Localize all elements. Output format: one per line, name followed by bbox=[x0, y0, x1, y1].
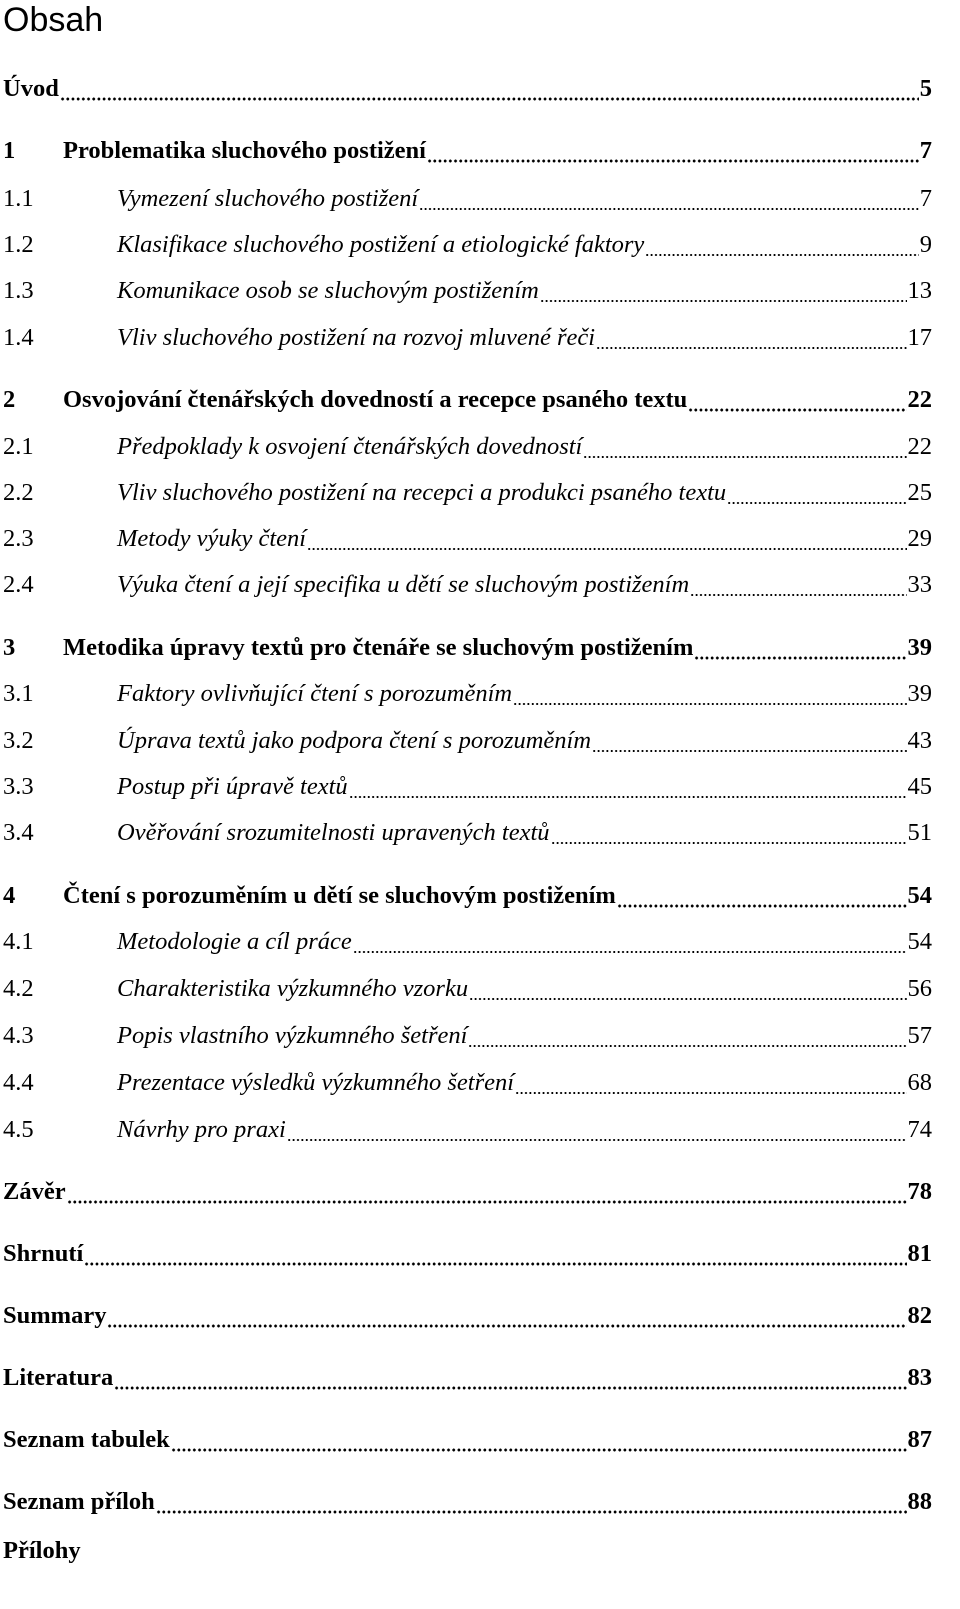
toc-entry-label: Summary bbox=[3, 1302, 107, 1329]
toc-entry-number: 3.4 bbox=[3, 819, 34, 846]
toc-entry-label: Klasifikace sluchového postižení a etiologické faktory bbox=[117, 231, 645, 258]
toc-entry[interactable] bbox=[3, 625, 932, 663]
dot-leader bbox=[727, 478, 906, 508]
dot-leader bbox=[515, 1068, 906, 1098]
toc-entry-page-number: 13 bbox=[907, 277, 932, 304]
page-title: Obsah bbox=[3, 1, 104, 39]
toc-entry-number: 1 bbox=[3, 137, 16, 164]
toc-entry-number: 4 bbox=[3, 882, 16, 909]
toc-entry[interactable] bbox=[3, 562, 932, 600]
toc-entry-label: Ověřování srozumitelnosti upravených textů bbox=[117, 819, 550, 846]
toc-entry-label: Metody výuky čtení bbox=[117, 525, 307, 552]
dot-leader bbox=[171, 1425, 907, 1455]
toc-entry-page-number: 83 bbox=[907, 1364, 932, 1391]
toc-entry-page-number: 7 bbox=[919, 185, 932, 212]
toc-entry[interactable] bbox=[3, 424, 932, 462]
toc-entry[interactable] bbox=[3, 966, 932, 1004]
toc-entry[interactable] bbox=[3, 873, 932, 911]
toc-entry-label: Shrnutí bbox=[3, 1240, 84, 1267]
dot-leader bbox=[60, 74, 919, 104]
toc-entry-number: 2 bbox=[3, 386, 16, 413]
toc-entry-page-number: 88 bbox=[907, 1488, 932, 1515]
toc-entry-number: 2.4 bbox=[3, 571, 34, 598]
toc-entry-label: Vliv sluchového postižení na recepci a produkci psaného textu bbox=[117, 479, 727, 506]
toc-entry-page-number: 9 bbox=[919, 231, 932, 258]
toc-entry-number: 1.1 bbox=[3, 185, 34, 212]
toc-entry-label: Seznam tabulek bbox=[3, 1426, 170, 1453]
toc-entry-page-number: 68 bbox=[907, 1069, 932, 1096]
toc-entry-page-number: 22 bbox=[907, 386, 932, 413]
toc-entry-label: Návrhy pro praxi bbox=[117, 1116, 286, 1143]
dot-leader bbox=[67, 1177, 907, 1207]
toc-entry-page-number: 29 bbox=[907, 525, 932, 552]
toc-entry-page-number: 54 bbox=[907, 928, 932, 955]
toc-entry-page-number: 33 bbox=[907, 571, 932, 598]
dot-leader bbox=[287, 1115, 907, 1145]
toc-entry-page-number: 54 bbox=[907, 882, 932, 909]
dot-leader bbox=[688, 385, 906, 415]
toc-entry[interactable] bbox=[3, 1293, 932, 1331]
dot-leader bbox=[583, 432, 906, 462]
toc-heading-prilohy: Přílohy bbox=[3, 1537, 81, 1564]
toc-entry-label: Závěr bbox=[3, 1178, 66, 1205]
toc-entry-number: 3.3 bbox=[3, 773, 34, 800]
toc-entry[interactable] bbox=[3, 222, 932, 260]
toc-entry-label: Výuka čtení a její specifika u dětí se sluchovým postižením bbox=[117, 571, 690, 598]
toc-entry-label: Prezentace výsledků výzkumného šetření bbox=[117, 1069, 515, 1096]
toc-entry-label: Úvod bbox=[3, 75, 59, 102]
toc-entry[interactable] bbox=[3, 810, 932, 848]
toc-entry[interactable] bbox=[3, 176, 932, 214]
toc-entry-label: Vliv sluchového postižení na rozvoj mluvené řeči bbox=[117, 324, 596, 351]
dot-leader bbox=[107, 1301, 906, 1331]
toc-entry[interactable] bbox=[3, 470, 932, 508]
toc-entry-number: 4.1 bbox=[3, 928, 34, 955]
dot-leader bbox=[353, 927, 907, 957]
dot-leader bbox=[114, 1363, 906, 1393]
toc-entry[interactable] bbox=[3, 1355, 932, 1393]
toc-entry-number: 3 bbox=[3, 634, 16, 661]
dot-leader bbox=[156, 1487, 907, 1517]
toc-entry-label: Čtení s porozuměním u dětí se sluchovým postižením bbox=[63, 882, 616, 909]
dot-leader bbox=[84, 1239, 906, 1269]
toc-entry[interactable] bbox=[3, 128, 932, 166]
toc-entry-label: Metodologie a cíl práce bbox=[117, 928, 352, 955]
dot-leader bbox=[694, 633, 906, 663]
toc-entry-page-number: 82 bbox=[907, 1302, 932, 1329]
toc-entry-number: 3.2 bbox=[3, 727, 34, 754]
toc-entry-number: 2.2 bbox=[3, 479, 34, 506]
toc-entry[interactable] bbox=[3, 1107, 932, 1145]
toc-entry[interactable] bbox=[3, 919, 932, 957]
toc-entry-number: 1.3 bbox=[3, 277, 34, 304]
toc-entry-page-number: 78 bbox=[907, 1178, 932, 1205]
toc-entry-page-number: 57 bbox=[907, 1022, 932, 1049]
toc-entry[interactable] bbox=[3, 1013, 932, 1051]
toc-entry[interactable] bbox=[3, 377, 932, 415]
toc-entry-label: Seznam příloh bbox=[3, 1488, 155, 1515]
toc-entry-page-number: 25 bbox=[907, 479, 932, 506]
toc-entry-label: Postup při úpravě textů bbox=[117, 773, 348, 800]
toc-entry-label: Osvojování čtenářských dovedností a recepce psaného textu bbox=[63, 386, 688, 413]
toc-entry[interactable] bbox=[3, 1231, 932, 1269]
dot-leader bbox=[617, 881, 907, 911]
toc-entry-label: Úprava textů jako podpora čtení s porozuměním bbox=[117, 727, 592, 754]
toc-entry-page-number: 45 bbox=[907, 773, 932, 800]
toc-entry[interactable] bbox=[3, 1479, 932, 1517]
dot-leader bbox=[645, 230, 918, 260]
toc-entry-page-number: 39 bbox=[907, 634, 932, 661]
toc-entry-number: 1.2 bbox=[3, 231, 34, 258]
toc-entry-page-number: 43 bbox=[907, 727, 932, 754]
toc-entry[interactable] bbox=[3, 1169, 932, 1207]
dot-leader bbox=[307, 524, 906, 554]
toc-entry-number: 4.5 bbox=[3, 1116, 34, 1143]
toc-entry-page-number: 17 bbox=[907, 324, 932, 351]
toc-entry-number: 1.4 bbox=[3, 324, 34, 351]
toc-entry-page-number: 39 bbox=[907, 680, 932, 707]
toc-entry-page-number: 81 bbox=[907, 1240, 932, 1267]
toc-entry-label: Charakteristika výzkumného vzorku bbox=[117, 975, 469, 1002]
dot-leader bbox=[427, 136, 919, 166]
toc-entry[interactable] bbox=[3, 671, 932, 709]
toc-entry-page-number: 22 bbox=[907, 433, 932, 460]
dot-leader bbox=[690, 570, 906, 600]
toc-entry-number: 2.1 bbox=[3, 433, 34, 460]
toc-entry-label: Faktory ovlivňující čtení s porozuměním bbox=[117, 680, 513, 707]
toc-entry-page-number: 56 bbox=[907, 975, 932, 1002]
toc-entry-label: Metodika úpravy textů pro čtenáře se sluchovým postižením bbox=[63, 634, 694, 661]
toc-entry[interactable] bbox=[3, 516, 932, 554]
dot-leader bbox=[468, 1021, 906, 1051]
toc-entry-number: 2.3 bbox=[3, 525, 34, 552]
toc-entry[interactable] bbox=[3, 1060, 932, 1098]
toc-entry[interactable] bbox=[3, 66, 932, 104]
toc-entry-page-number: 7 bbox=[919, 137, 932, 164]
toc-entry[interactable] bbox=[3, 718, 932, 756]
toc-entry-page-number: 51 bbox=[907, 819, 932, 846]
toc-entry-label: Komunikace osob se sluchovým postižením bbox=[117, 277, 539, 304]
dot-leader bbox=[513, 679, 906, 709]
dot-leader bbox=[540, 276, 907, 306]
toc-entry-label: Problematika sluchového postižení bbox=[63, 137, 426, 164]
toc-entry[interactable] bbox=[3, 268, 932, 306]
toc-entry-number: 3.1 bbox=[3, 680, 34, 707]
toc-entry-label: Předpoklady k osvojení čtenářských dovedností bbox=[117, 433, 583, 460]
toc-entry-number: 4.4 bbox=[3, 1069, 34, 1096]
toc-entry-page-number: 5 bbox=[919, 75, 932, 102]
toc-entry-number: 4.2 bbox=[3, 975, 34, 1002]
toc-entry-number: 4.3 bbox=[3, 1022, 34, 1049]
toc-entry[interactable] bbox=[3, 1417, 932, 1455]
dot-leader bbox=[551, 818, 907, 848]
toc-entry-label: Popis vlastního výzkumného šetření bbox=[117, 1022, 468, 1049]
dot-leader bbox=[349, 772, 907, 802]
toc-entry-page-number: 74 bbox=[907, 1116, 932, 1143]
toc-entry-label: Vymezení sluchového postižení bbox=[117, 185, 419, 212]
toc-entry-label: Literatura bbox=[3, 1364, 114, 1391]
toc-entry-page-number: 87 bbox=[907, 1426, 932, 1453]
toc-entry[interactable] bbox=[3, 315, 932, 353]
dot-leader bbox=[419, 184, 919, 214]
toc-entry[interactable] bbox=[3, 764, 932, 802]
dot-leader bbox=[592, 726, 906, 756]
dot-leader bbox=[469, 974, 906, 1004]
dot-leader bbox=[596, 323, 906, 353]
